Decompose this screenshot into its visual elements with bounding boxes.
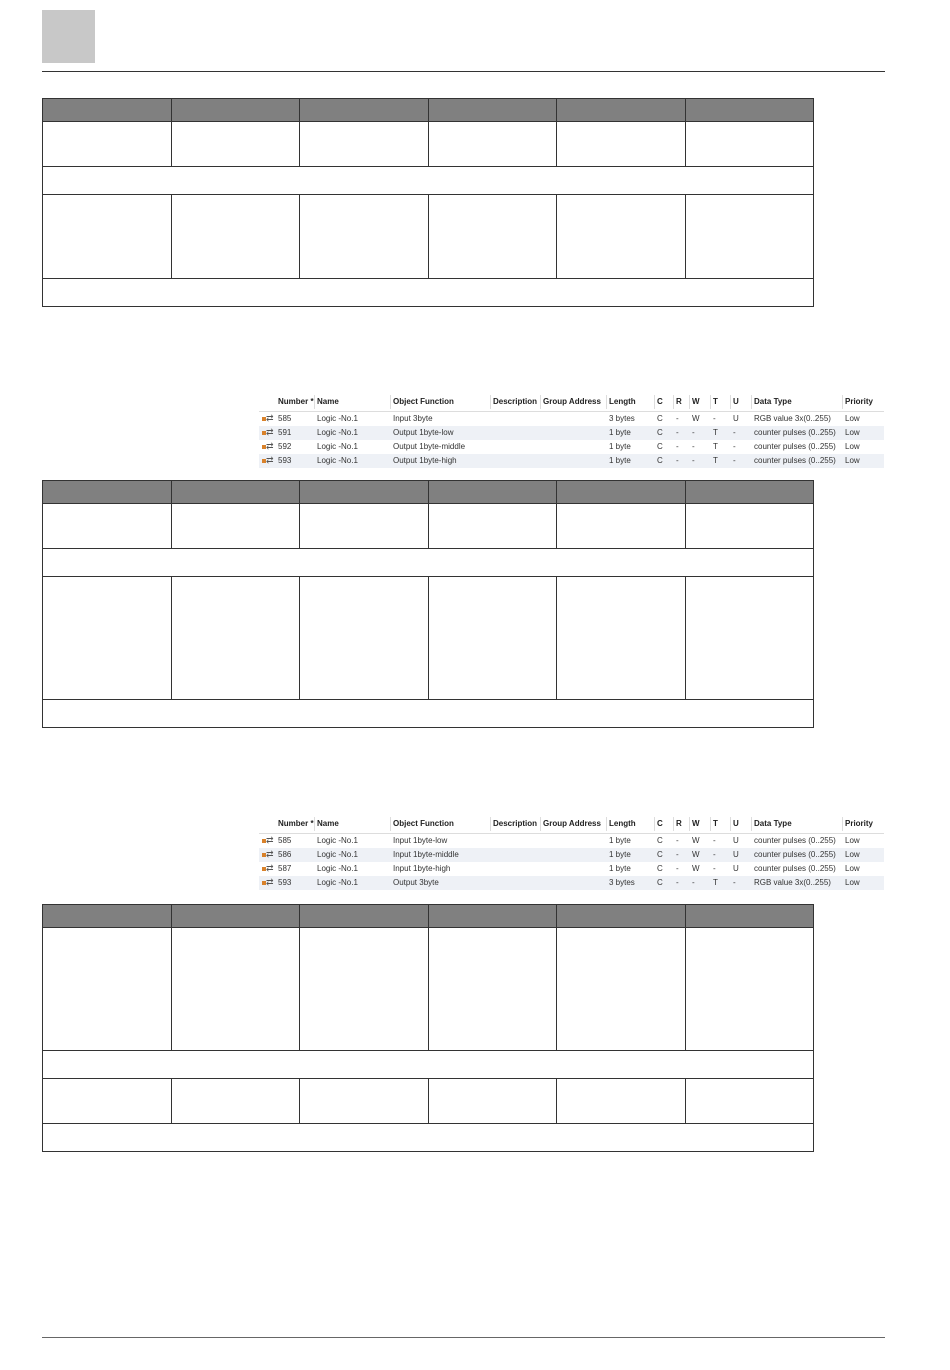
cell-flag-r: - — [676, 878, 679, 887]
cell-number: 585 — [278, 836, 292, 845]
column-header-flag-c[interactable]: C — [657, 397, 663, 406]
cell-flag-w: - — [692, 878, 695, 887]
cell-number: 586 — [278, 850, 292, 859]
cell-data-type: RGB value 3x(0..255) — [754, 414, 831, 423]
cell-flag-w: W — [692, 864, 700, 873]
column-separator — [490, 817, 491, 831]
ets-object-row[interactable] — [259, 876, 884, 890]
column-separator — [606, 817, 607, 831]
column-separator — [710, 395, 711, 409]
cell-flag-t: - — [713, 414, 716, 423]
column-separator — [314, 817, 315, 831]
cell-flag-t: - — [713, 850, 716, 859]
column-header-flag-r[interactable]: R — [676, 397, 682, 406]
cell-flag-w: - — [692, 442, 695, 451]
column-separator — [751, 395, 752, 409]
column-header-name[interactable]: Name — [317, 819, 339, 828]
group-object-icon: ⇄ — [262, 415, 271, 423]
ets-objects-screenshot-1 — [259, 393, 884, 468]
table-row — [43, 167, 814, 195]
cell-length: 3 bytes — [609, 878, 635, 887]
table-row — [43, 1079, 814, 1124]
cell-flag-c: C — [657, 836, 663, 845]
column-header-length[interactable]: Length — [609, 819, 636, 828]
column-separator — [730, 395, 731, 409]
group-object-icon: ⇄ — [262, 457, 271, 465]
table-row — [43, 1051, 814, 1079]
column-header-flag-t[interactable]: T — [713, 397, 718, 406]
column-header-flag-w[interactable]: W — [692, 819, 700, 828]
ets-object-row[interactable] — [259, 454, 884, 468]
cell-data-type: counter pulses (0..255) — [754, 442, 836, 451]
cell-flag-w: W — [692, 850, 700, 859]
table-row — [43, 195, 814, 279]
cell-data-type: counter pulses (0..255) — [754, 456, 836, 465]
cell-flag-u: - — [733, 428, 736, 437]
cell-data-type: RGB value 3x(0..255) — [754, 878, 831, 887]
column-separator — [842, 395, 843, 409]
column-header-flag-u[interactable]: U — [733, 819, 739, 828]
cell-flag-u: - — [733, 878, 736, 887]
column-separator — [842, 817, 843, 831]
cell-flag-r: - — [676, 428, 679, 437]
table-row — [43, 928, 814, 1051]
object-table-b — [42, 480, 814, 728]
cell-name: Logic -No.1 — [317, 878, 358, 887]
group-object-icon: ⇄ — [262, 851, 271, 859]
cell-flag-r: - — [676, 442, 679, 451]
cell-length: 1 byte — [609, 442, 631, 451]
cell-object-function: Input 1byte-middle — [393, 850, 459, 859]
cell-object-function: Output 3byte — [393, 878, 439, 887]
table-row — [43, 1124, 814, 1152]
cell-name: Logic -No.1 — [317, 414, 358, 423]
cell-number: 585 — [278, 414, 292, 423]
column-header-data-type[interactable]: Data Type — [754, 819, 792, 828]
cell-object-function: Output 1byte-low — [393, 428, 454, 437]
cell-number: 592 — [278, 442, 292, 451]
ets-object-row[interactable] — [259, 848, 884, 862]
column-header-flag-u[interactable]: U — [733, 397, 739, 406]
column-header-group-address[interactable]: Group Address — [543, 397, 601, 406]
table-row — [43, 700, 814, 728]
column-separator — [710, 817, 711, 831]
column-separator — [540, 395, 541, 409]
cell-priority: Low — [845, 878, 860, 887]
ets-header-row — [259, 815, 884, 834]
cell-number: 593 — [278, 456, 292, 465]
column-header-number[interactable]: Number * — [278, 819, 314, 828]
cell-flag-r: - — [676, 456, 679, 465]
cell-flag-u: - — [733, 442, 736, 451]
ets-object-row[interactable] — [259, 834, 884, 848]
cell-object-function: Output 1byte-middle — [393, 442, 466, 451]
cell-priority: Low — [845, 456, 860, 465]
column-header-priority[interactable]: Priority — [845, 819, 874, 828]
cell-number: 593 — [278, 878, 292, 887]
ets-object-row[interactable] — [259, 440, 884, 454]
cell-flag-c: C — [657, 442, 663, 451]
cell-object-function: Input 1byte-high — [393, 864, 451, 873]
cell-flag-w: - — [692, 456, 695, 465]
column-separator — [606, 395, 607, 409]
cell-length: 1 byte — [609, 864, 631, 873]
cell-flag-w: W — [692, 414, 700, 423]
ets-object-row[interactable] — [259, 862, 884, 876]
cell-name: Logic -No.1 — [317, 428, 358, 437]
cell-priority: Low — [845, 864, 860, 873]
column-separator — [689, 817, 690, 831]
column-separator — [314, 395, 315, 409]
cell-flag-c: C — [657, 414, 663, 423]
object-table-a — [42, 98, 814, 307]
cell-flag-u: U — [733, 864, 739, 873]
cell-data-type: counter pulses (0..255) — [754, 836, 836, 845]
cell-length: 1 byte — [609, 850, 631, 859]
group-object-icon: ⇄ — [262, 865, 271, 873]
cell-name: Logic -No.1 — [317, 864, 358, 873]
cell-flag-u: - — [733, 456, 736, 465]
group-object-icon: ⇄ — [262, 879, 271, 887]
ets-object-row[interactable] — [259, 426, 884, 440]
group-object-icon: ⇄ — [262, 443, 271, 451]
cell-data-type: counter pulses (0..255) — [754, 864, 836, 873]
cell-priority: Low — [845, 850, 860, 859]
table-header-row — [43, 99, 814, 122]
cell-priority: Low — [845, 442, 860, 451]
table-header-row — [43, 905, 814, 928]
cell-flag-r: - — [676, 850, 679, 859]
cell-flag-w: W — [692, 836, 700, 845]
column-header-flag-w[interactable]: W — [692, 397, 700, 406]
cell-flag-c: C — [657, 456, 663, 465]
cell-flag-t: T — [713, 442, 718, 451]
column-separator — [730, 817, 731, 831]
ets-object-row[interactable] — [259, 412, 884, 426]
cell-name: Logic -No.1 — [317, 836, 358, 845]
ets-header-row — [259, 393, 884, 412]
cell-flag-u: U — [733, 414, 739, 423]
cell-flag-t: - — [713, 864, 716, 873]
column-header-group-address[interactable]: Group Address — [543, 819, 601, 828]
cell-length: 1 byte — [609, 428, 631, 437]
column-separator — [654, 817, 655, 831]
column-separator — [390, 817, 391, 831]
cell-number: 591 — [278, 428, 292, 437]
cell-flag-t: T — [713, 428, 718, 437]
column-header-flag-c[interactable]: C — [657, 819, 663, 828]
cell-priority: Low — [845, 414, 860, 423]
cell-object-function: Input 1byte-low — [393, 836, 448, 845]
column-header-description[interactable]: Description — [493, 819, 538, 828]
header-rule — [42, 71, 885, 72]
cell-flag-t: T — [713, 456, 718, 465]
column-separator — [540, 817, 541, 831]
cell-flag-c: C — [657, 428, 663, 437]
table-row — [43, 549, 814, 577]
column-header-flag-r[interactable]: R — [676, 819, 682, 828]
footer-rule — [42, 1337, 885, 1338]
group-object-icon: ⇄ — [262, 429, 271, 437]
logo-placeholder — [42, 10, 95, 63]
column-header-priority[interactable]: Priority — [845, 397, 874, 406]
cell-flag-t: T — [713, 878, 718, 887]
cell-flag-r: - — [676, 836, 679, 845]
ets-objects-screenshot-2 — [259, 815, 884, 890]
cell-name: Logic -No.1 — [317, 850, 358, 859]
cell-flag-c: C — [657, 864, 663, 873]
cell-length: 1 byte — [609, 836, 631, 845]
table-row — [43, 504, 814, 549]
cell-data-type: counter pulses (0..255) — [754, 428, 836, 437]
column-separator — [751, 817, 752, 831]
object-table-c — [42, 904, 814, 1152]
cell-name: Logic -No.1 — [317, 456, 358, 465]
cell-number: 587 — [278, 864, 292, 873]
cell-flag-r: - — [676, 864, 679, 873]
table-row — [43, 577, 814, 700]
column-header-number[interactable]: Number * — [278, 397, 314, 406]
cell-object-function: Output 1byte-high — [393, 456, 457, 465]
table-row — [43, 279, 814, 307]
column-separator — [673, 817, 674, 831]
cell-priority: Low — [845, 836, 860, 845]
cell-name: Logic -No.1 — [317, 442, 358, 451]
cell-length: 1 byte — [609, 456, 631, 465]
column-header-object-function[interactable]: Object Function — [393, 819, 454, 828]
column-separator — [654, 395, 655, 409]
cell-flag-u: U — [733, 850, 739, 859]
cell-priority: Low — [845, 428, 860, 437]
cell-length: 3 bytes — [609, 414, 635, 423]
cell-flag-w: - — [692, 428, 695, 437]
column-header-description[interactable]: Description — [493, 397, 538, 406]
table-row — [43, 122, 814, 167]
column-header-name[interactable]: Name — [317, 397, 339, 406]
cell-flag-c: C — [657, 878, 663, 887]
cell-flag-u: U — [733, 836, 739, 845]
column-header-object-function[interactable]: Object Function — [393, 397, 454, 406]
column-separator — [490, 395, 491, 409]
column-separator — [689, 395, 690, 409]
column-separator — [390, 395, 391, 409]
cell-flag-r: - — [676, 414, 679, 423]
cell-flag-t: - — [713, 836, 716, 845]
column-header-length[interactable]: Length — [609, 397, 636, 406]
group-object-icon: ⇄ — [262, 837, 271, 845]
cell-flag-c: C — [657, 850, 663, 859]
cell-object-function: Input 3byte — [393, 414, 433, 423]
column-header-flag-t[interactable]: T — [713, 819, 718, 828]
column-header-data-type[interactable]: Data Type — [754, 397, 792, 406]
table-header-row — [43, 481, 814, 504]
cell-data-type: counter pulses (0..255) — [754, 850, 836, 859]
column-separator — [673, 395, 674, 409]
